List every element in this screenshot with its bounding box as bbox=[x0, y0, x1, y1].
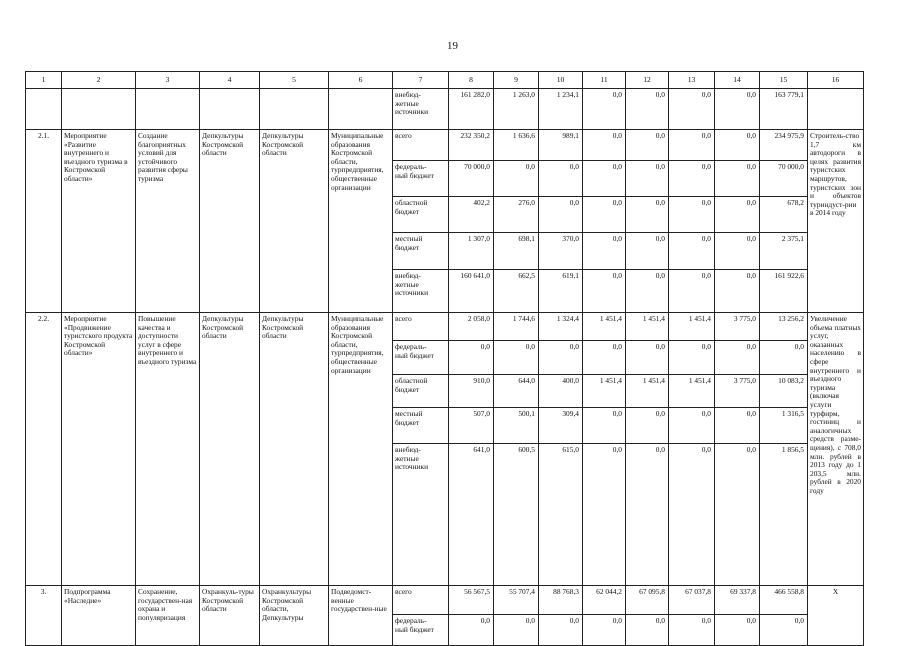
amount-cell: 0,0 bbox=[669, 615, 715, 646]
column-header: 4 bbox=[200, 72, 260, 89]
header-row bbox=[26, 72, 864, 89]
amount-cell: 466 558,8 bbox=[760, 586, 808, 615]
item-goal: Повышение качества и доступности услуг в сфере внутреннего и въездного туризма bbox=[136, 313, 200, 586]
amount-cell: 0,0 bbox=[715, 233, 760, 270]
amount-cell: 0,0 bbox=[583, 130, 626, 161]
amount-cell: 232 350,2 bbox=[449, 130, 494, 161]
amount-cell: 88 768,3 bbox=[539, 586, 583, 615]
amount-cell: 0,0 bbox=[626, 408, 669, 444]
amount-cell: 0,0 bbox=[626, 444, 669, 586]
amount-cell: 0,0 bbox=[583, 270, 626, 313]
amount-cell: 0,0 bbox=[449, 615, 494, 646]
empty-cell bbox=[200, 89, 260, 130]
amount-cell: 1 856,5 bbox=[760, 444, 808, 586]
column-header: 7 bbox=[393, 72, 449, 89]
amount-cell: 644,0 bbox=[494, 375, 539, 408]
funding-source: федераль- ный бюджет bbox=[393, 615, 449, 646]
funding-source: федераль- ный бюджет bbox=[393, 161, 449, 197]
amount-cell: 0,0 bbox=[715, 89, 760, 130]
amount-cell: 0,0 bbox=[449, 341, 494, 375]
funding-source: областной бюджет bbox=[393, 197, 449, 233]
funding-source: всего bbox=[393, 586, 449, 615]
amount-cell: 0,0 bbox=[760, 615, 808, 646]
item-number: 2.2. bbox=[26, 313, 62, 586]
funding-source: внебюд- жетные источники bbox=[393, 270, 449, 313]
column-header: 14 bbox=[715, 72, 760, 89]
amount-cell: 0,0 bbox=[539, 161, 583, 197]
amount-cell: 3 775,0 bbox=[715, 313, 760, 341]
amount-cell: 0,0 bbox=[583, 197, 626, 233]
amount-cell: 0,0 bbox=[669, 341, 715, 375]
amount-cell: 67 095,8 bbox=[626, 586, 669, 615]
participants: Муниципальные образования Костромской области, турпредприятия, общественные организации bbox=[329, 313, 393, 586]
amount-cell: 0,0 bbox=[669, 408, 715, 444]
co-executor: Депкультуры Костромской области bbox=[260, 130, 329, 313]
amount-cell: 402,2 bbox=[449, 197, 494, 233]
column-header: 11 bbox=[583, 72, 626, 89]
funding-source: областной бюджет bbox=[393, 375, 449, 408]
amount-cell: 276,0 bbox=[494, 197, 539, 233]
amount-cell: 641,0 bbox=[449, 444, 494, 586]
amount-cell: 0,0 bbox=[715, 130, 760, 161]
participants: Муниципальные образования Костромской области, турпредприятия, общественные организации bbox=[329, 130, 393, 313]
amount-cell: 0,0 bbox=[583, 408, 626, 444]
item-number: 3. bbox=[26, 586, 62, 646]
amount-cell: 0,0 bbox=[715, 615, 760, 646]
amount-cell: 3 775,0 bbox=[715, 375, 760, 408]
column-header: 5 bbox=[260, 72, 329, 89]
amount-cell: 0,0 bbox=[669, 130, 715, 161]
amount-cell: 0,0 bbox=[715, 341, 760, 375]
amount-cell: 0,0 bbox=[626, 161, 669, 197]
table-body bbox=[26, 72, 864, 646]
column-header: 2 bbox=[62, 72, 136, 89]
column-header: 12 bbox=[626, 72, 669, 89]
amount-cell: 0,0 bbox=[494, 341, 539, 375]
expected-result: Строитель-ство 1,7 км автодороги в целях развития туристских маршрутов, туристских зон и объектов туриндуст-рии в 2014 году bbox=[808, 130, 864, 313]
amount-cell: 0,0 bbox=[583, 161, 626, 197]
amount-cell: 600,5 bbox=[494, 444, 539, 586]
amount-cell: 2 058,0 bbox=[449, 313, 494, 341]
column-header: 9 bbox=[494, 72, 539, 89]
amount-cell: 0,0 bbox=[539, 341, 583, 375]
amount-cell: 0,0 bbox=[626, 197, 669, 233]
amount-cell: 662,5 bbox=[494, 270, 539, 313]
column-header: 13 bbox=[669, 72, 715, 89]
amount-cell: 989,1 bbox=[539, 130, 583, 161]
amount-cell: 56 567,5 bbox=[449, 586, 494, 615]
amount-cell: 1 316,5 bbox=[760, 408, 808, 444]
amount-cell: 0,0 bbox=[715, 270, 760, 313]
amount-cell: 615,0 bbox=[539, 444, 583, 586]
funding-source: федераль- ный бюджет bbox=[393, 341, 449, 375]
amount-cell: 10 083,2 bbox=[760, 375, 808, 408]
amount-cell: 698,1 bbox=[494, 233, 539, 270]
amount-cell: 370,0 bbox=[539, 233, 583, 270]
item-number: 2.1. bbox=[26, 130, 62, 313]
amount-cell: 1 263,0 bbox=[494, 89, 539, 130]
amount-cell: 0,0 bbox=[626, 270, 669, 313]
amount-cell: 55 707,4 bbox=[494, 586, 539, 615]
funding-source: внебюд- жетные источники bbox=[393, 444, 449, 586]
amount-cell: 0,0 bbox=[669, 444, 715, 586]
amount-cell: 1 451,4 bbox=[583, 313, 626, 341]
amount-cell: 69 337,8 bbox=[715, 586, 760, 615]
amount-cell: 0,0 bbox=[715, 444, 760, 586]
amount-cell: 0,0 bbox=[626, 615, 669, 646]
amount-cell: 67 037,8 bbox=[669, 586, 715, 615]
expected-result: Увеличение объема платных услуг, оказанных населению в сфере внутреннего и въездного туризма (включая услуги турфирм, гостиниц и аналогичных средств разме-щения), с 708,0 млн. рублей в 2013 году до 1 203,5 млн. рублей в 2020 году bbox=[808, 313, 864, 586]
empty-cell bbox=[260, 89, 329, 130]
table-row bbox=[26, 313, 864, 341]
amount-cell: 678,2 bbox=[760, 197, 808, 233]
amount-cell: 1 744,6 bbox=[494, 313, 539, 341]
funding-source: всего bbox=[393, 130, 449, 161]
column-header: 8 bbox=[449, 72, 494, 89]
amount-cell: 1 234,1 bbox=[539, 89, 583, 130]
empty-cell bbox=[329, 89, 393, 130]
amount-cell: 62 044,2 bbox=[583, 586, 626, 615]
empty-cell bbox=[808, 89, 864, 130]
amount-cell: 0,0 bbox=[715, 197, 760, 233]
amount-cell: 309,4 bbox=[539, 408, 583, 444]
amount-cell: 0,0 bbox=[760, 341, 808, 375]
amount-cell: 1 636,6 bbox=[494, 130, 539, 161]
amount-cell: 0,0 bbox=[539, 615, 583, 646]
expected-result: Х bbox=[808, 586, 864, 646]
amount-cell: 910,0 bbox=[449, 375, 494, 408]
table-row bbox=[26, 89, 864, 130]
amount-cell: 1 451,4 bbox=[626, 375, 669, 408]
amount-cell: 13 256,2 bbox=[760, 313, 808, 341]
amount-cell: 1 451,4 bbox=[669, 313, 715, 341]
table-row bbox=[26, 130, 864, 161]
item-name: Мероприятие «Продвижение туристского продукта Костромской области» bbox=[62, 313, 136, 586]
amount-cell: 1 451,4 bbox=[669, 375, 715, 408]
amount-cell: 161 282,0 bbox=[449, 89, 494, 130]
amount-cell: 0,0 bbox=[715, 408, 760, 444]
amount-cell: 1 324,4 bbox=[539, 313, 583, 341]
column-header: 1 bbox=[26, 72, 62, 89]
amount-cell: 0,0 bbox=[715, 161, 760, 197]
amount-cell: 0,0 bbox=[583, 233, 626, 270]
column-header: 3 bbox=[136, 72, 200, 89]
amount-cell: 619,1 bbox=[539, 270, 583, 313]
amount-cell: 0,0 bbox=[626, 341, 669, 375]
funding-source: внебюд- жетные источники bbox=[393, 89, 449, 130]
amount-cell: 0,0 bbox=[494, 161, 539, 197]
amount-cell: 0,0 bbox=[669, 233, 715, 270]
amount-cell: 0,0 bbox=[539, 197, 583, 233]
amount-cell: 500,1 bbox=[494, 408, 539, 444]
participants: Подведомст-венные государствен-ные bbox=[329, 586, 393, 646]
amount-cell: 70 000,0 bbox=[760, 161, 808, 197]
amount-cell: 0,0 bbox=[626, 130, 669, 161]
funding-source: местный бюджет bbox=[393, 233, 449, 270]
column-header: 15 bbox=[760, 72, 808, 89]
amount-cell: 0,0 bbox=[669, 270, 715, 313]
responsible-executor: Депкультуры Костромской области bbox=[200, 313, 260, 586]
amount-cell: 1 451,4 bbox=[626, 313, 669, 341]
empty-cell bbox=[62, 89, 136, 130]
column-header: 6 bbox=[329, 72, 393, 89]
amount-cell: 507,0 bbox=[449, 408, 494, 444]
page-number: 19 bbox=[447, 40, 458, 52]
amount-cell: 0,0 bbox=[583, 89, 626, 130]
amount-cell: 1 451,4 bbox=[583, 375, 626, 408]
funding-source: местный бюджет bbox=[393, 408, 449, 444]
co-executor: Депкультуры Костромской области bbox=[260, 313, 329, 586]
budget-table bbox=[25, 71, 864, 646]
item-name: Подпрограмма «Наследие» bbox=[62, 586, 136, 646]
amount-cell: 234 975,9 bbox=[760, 130, 808, 161]
amount-cell: 0,0 bbox=[583, 444, 626, 586]
item-goal: Создание благоприятных условий для устойчивого развития сферы туризма bbox=[136, 130, 200, 313]
amount-cell: 0,0 bbox=[583, 341, 626, 375]
amount-cell: 0,0 bbox=[669, 89, 715, 130]
amount-cell: 0,0 bbox=[669, 197, 715, 233]
amount-cell: 400,0 bbox=[539, 375, 583, 408]
responsible-executor: Охранкуль-туры Костромской области bbox=[200, 586, 260, 646]
amount-cell: 70 000,0 bbox=[449, 161, 494, 197]
amount-cell: 0,0 bbox=[669, 161, 715, 197]
amount-cell: 163 779,1 bbox=[760, 89, 808, 130]
item-name: Мероприятие «Развитие внутреннего и въездного туризма в Костромской области» bbox=[62, 130, 136, 313]
co-executor: Охранкультуры Костромской области, Депкультуры bbox=[260, 586, 329, 646]
responsible-executor: Депкультуры Костромской области bbox=[200, 130, 260, 313]
amount-cell: 0,0 bbox=[583, 615, 626, 646]
amount-cell: 0,0 bbox=[494, 615, 539, 646]
table-row bbox=[26, 586, 864, 615]
amount-cell: 0,0 bbox=[626, 89, 669, 130]
column-header: 16 bbox=[808, 72, 864, 89]
column-header: 10 bbox=[539, 72, 583, 89]
item-goal: Сохранение, государствен-ная охрана и популяризация bbox=[136, 586, 200, 646]
amount-cell: 0,0 bbox=[626, 233, 669, 270]
amount-cell: 2 375,1 bbox=[760, 233, 808, 270]
amount-cell: 161 922,6 bbox=[760, 270, 808, 313]
empty-cell bbox=[136, 89, 200, 130]
empty-cell bbox=[26, 89, 62, 130]
funding-source: всего bbox=[393, 313, 449, 341]
amount-cell: 160 641,0 bbox=[449, 270, 494, 313]
amount-cell: 1 307,0 bbox=[449, 233, 494, 270]
